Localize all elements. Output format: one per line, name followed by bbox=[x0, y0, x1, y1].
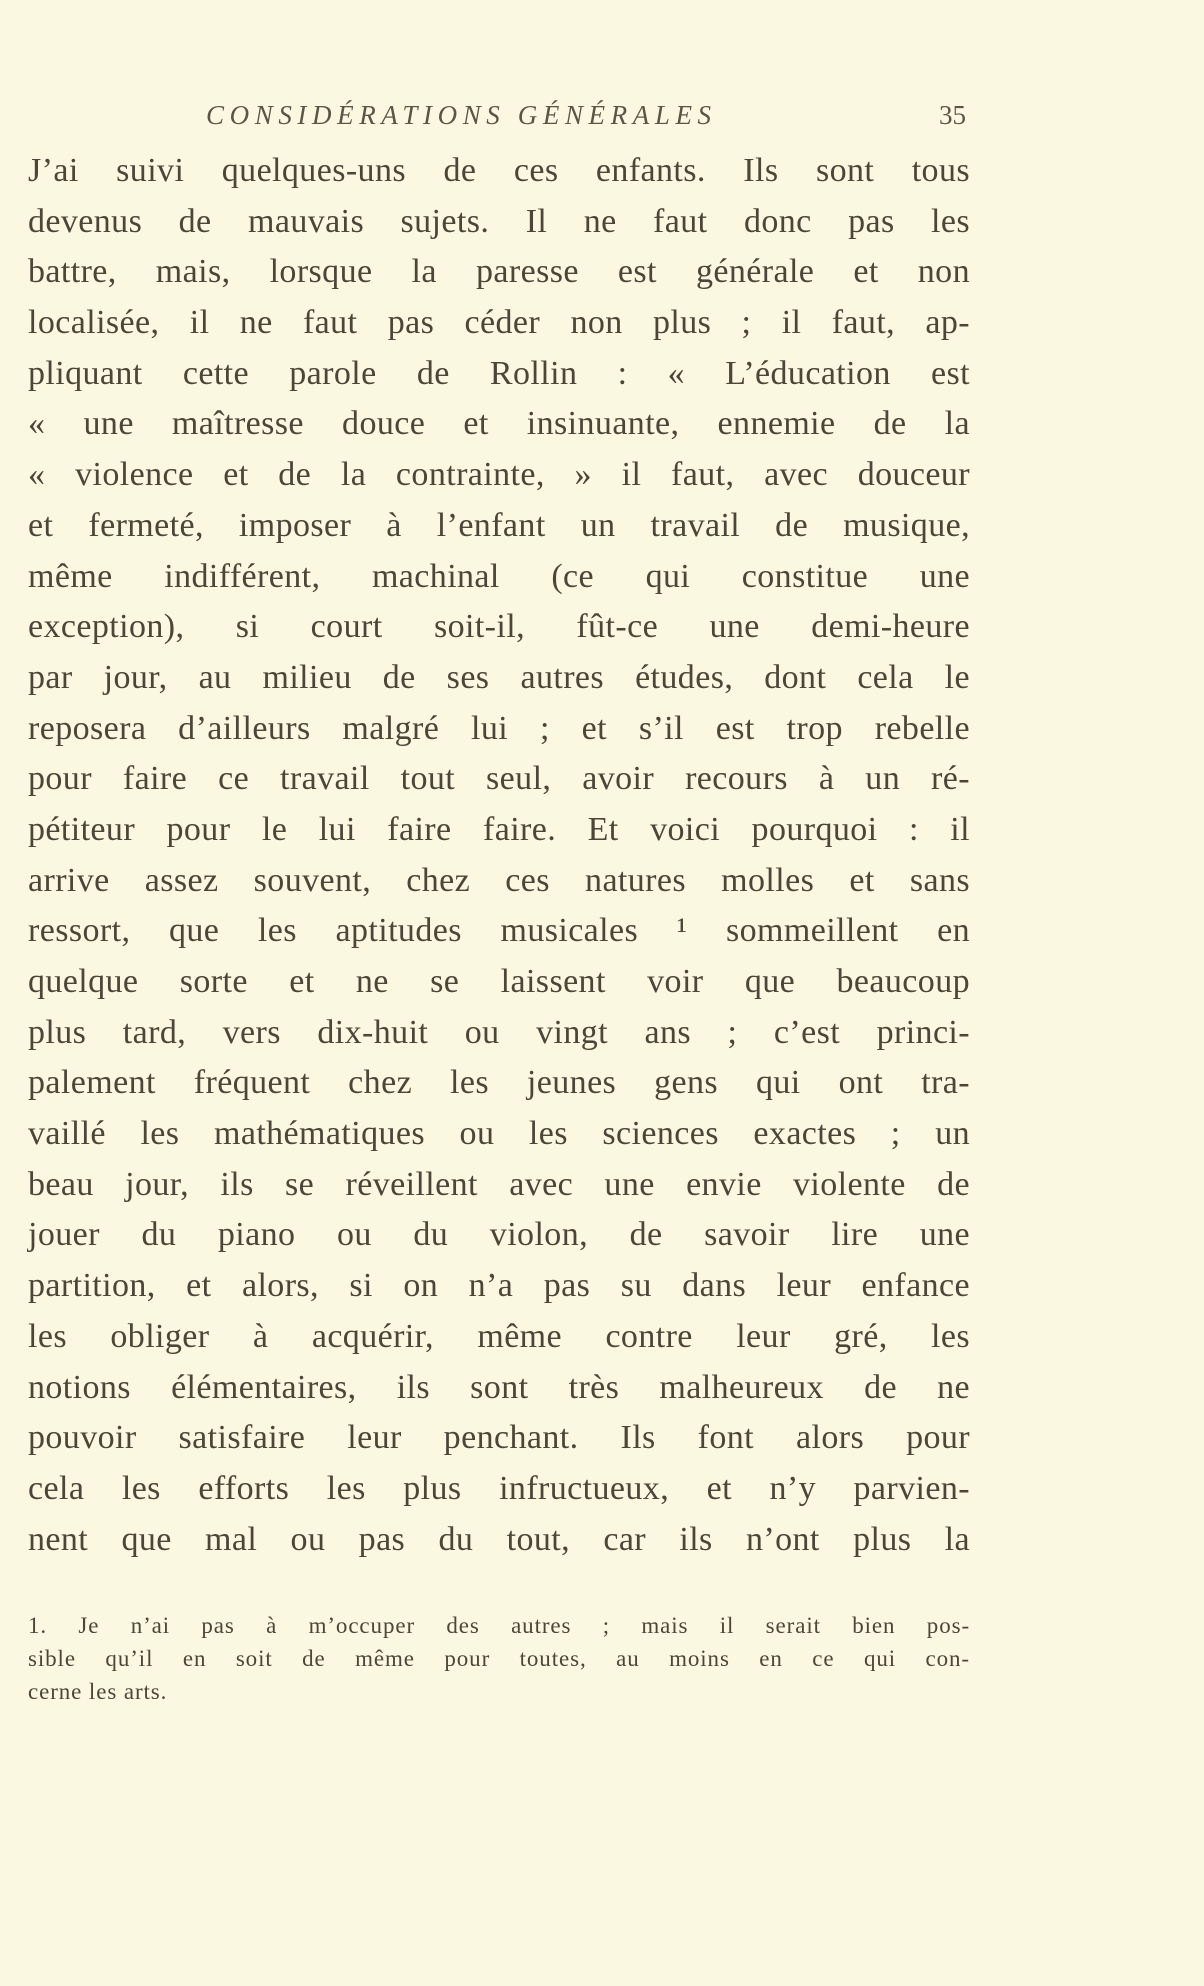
text-line: reposera d’ailleurs malgré lui ; et s’il est trop rebelle bbox=[28, 709, 970, 747]
text-line: notions élémentaires, ils sont très malheureux de ne bbox=[28, 1368, 970, 1406]
text-line: localisée, il ne faut pas céder non plus ; il faut, ap- bbox=[28, 304, 970, 342]
text-line: beau jour, ils se réveillent avec une envie violente de bbox=[28, 1165, 970, 1203]
text-line: pouvoir satisfaire leur penchant. Ils font alors pour bbox=[28, 1419, 970, 1457]
running-title: CONSIDÉRATIONS GÉNÉRALES bbox=[206, 100, 717, 130]
text-line: « violence et de la contrainte, » il faut, avec douceur bbox=[28, 456, 970, 494]
footnote-line: 1. Je n’ai pas à m’occuper des autres ; mais il serait bien pos- bbox=[28, 1613, 970, 1638]
text-line: et fermeté, imposer à l’enfant un travail de musique, bbox=[28, 506, 970, 544]
text-line: quelque sorte et ne se laissent voir que beaucoup bbox=[28, 963, 970, 1000]
text-line: les obliger à acquérir, même contre leur gré, les bbox=[28, 1317, 970, 1355]
text-line: J’ai suivi quelques-uns de ces enfants. Ils sont tous bbox=[28, 152, 970, 189]
footnote-line: sible qu’il en soit de même pour toutes, au moins en ce qui con- bbox=[28, 1646, 970, 1671]
text-line: palement fréquent chez les jeunes gens qui ont tra- bbox=[28, 1064, 970, 1102]
text-line: par jour, au milieu de ses autres études, dont cela le bbox=[28, 658, 970, 696]
text-line: arrive assez souvent, chez ces natures molles et sans bbox=[28, 861, 970, 899]
text-line: « une maîtresse douce et insinuante, ennemie de la bbox=[28, 405, 970, 443]
text-line: vaillé les mathématiques ou les sciences exactes ; un bbox=[28, 1115, 970, 1153]
text-line: pour faire ce travail tout seul, avoir recours à un ré- bbox=[28, 760, 970, 798]
text-line: pliquant cette parole de Rollin : « L’éducation est bbox=[28, 354, 970, 392]
text-line: pétiteur pour le lui faire faire. Et voici pourquoi : il bbox=[28, 810, 970, 848]
text-line: ressort, que les aptitudes musicales ¹ sommeillent en bbox=[28, 912, 970, 950]
body-text bbox=[28, 146, 970, 1565]
text-line: battre, mais, lorsque la paresse est générale et non bbox=[28, 253, 970, 291]
text-line: devenus de mauvais sujets. Il ne faut donc pas les bbox=[28, 202, 970, 240]
text-line: nent que mal ou pas du tout, car ils n’ont plus la bbox=[28, 1520, 970, 1558]
text-line: cela les efforts les plus infructueux, et n’y parvien- bbox=[28, 1469, 970, 1507]
text-line: partition, et alors, si on n’a pas su dans leur enfance bbox=[28, 1267, 970, 1305]
text-line: même indifférent, machinal (ce qui constitue une bbox=[28, 557, 970, 595]
text-line: plus tard, vers dix-huit ou vingt ans ; c’est princi- bbox=[28, 1013, 970, 1051]
footnote bbox=[28, 1609, 970, 1708]
text-line: jouer du piano ou du violon, de savoir lire une bbox=[28, 1216, 970, 1254]
running-header bbox=[206, 96, 966, 136]
text-line: exception), si court soit-il, fût-ce une demi-heure bbox=[28, 608, 970, 646]
page-number: 35 bbox=[939, 100, 966, 130]
footnote-line: cerne les arts. bbox=[28, 1679, 168, 1704]
